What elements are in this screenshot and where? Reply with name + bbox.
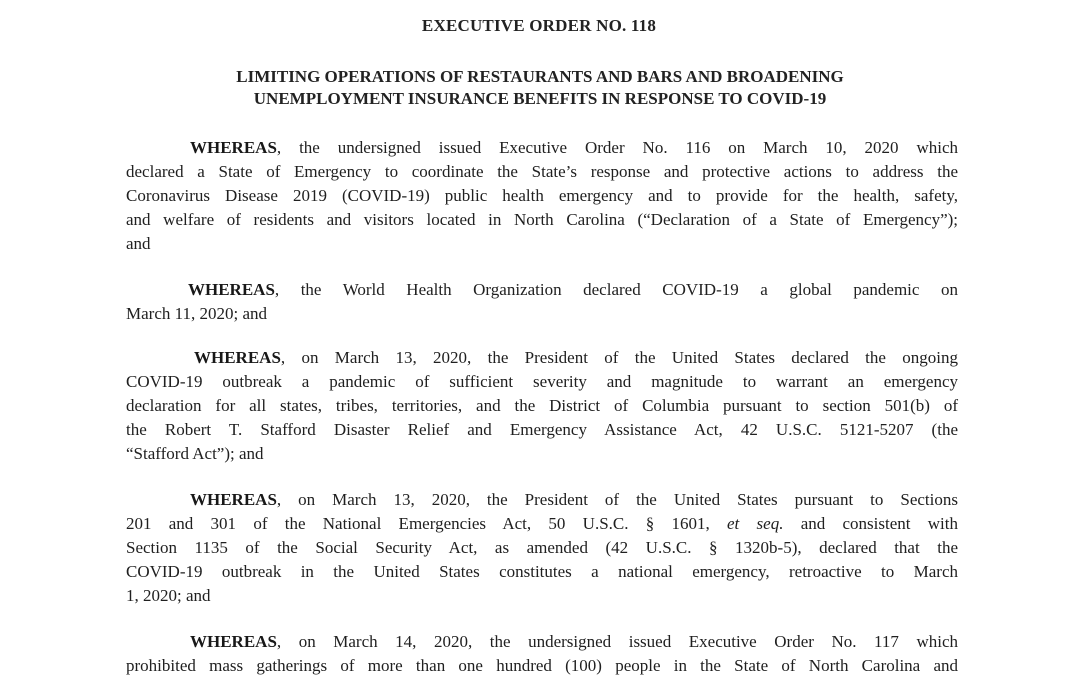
paragraph-text: , the World Health Organization declared COVID-19 a global pandemic on bbox=[274, 280, 958, 299]
paragraph-line bbox=[126, 136, 958, 160]
paragraph-text: and consistent with bbox=[783, 514, 958, 533]
paragraph-line: prohibited mass gatherings of more than one hundred (100) people in the State of North Carolina and bbox=[126, 656, 958, 675]
paragraph-line bbox=[126, 512, 958, 536]
paragraph-line: and welfare of residents and visitors located in North Carolina (“Declaration of a State of Emergency”); bbox=[126, 210, 958, 229]
paragraph-line: the Robert T. Stafford Disaster Relief and Emergency Assistance Act, 42 U.S.C. 5121-5207 (the bbox=[126, 420, 958, 439]
whereas-label: WHEREAS bbox=[188, 280, 275, 299]
paragraph-line: March 11, 2020; and bbox=[126, 304, 268, 323]
paragraph-line: COVID-19 outbreak a pandemic of sufficient severity and magnitude to warrant an emergency bbox=[126, 372, 958, 391]
paragraph-line: Section 1135 of the Social Security Act, as amended (42 U.S.C. § 1320b-5), declared that the bbox=[126, 538, 958, 557]
whereas-label: WHEREAS bbox=[194, 348, 281, 367]
whereas-label: WHEREAS bbox=[190, 490, 277, 509]
paragraph-text: , on March 13, 2020, the President of the United States declared the ongoing bbox=[280, 348, 958, 367]
paragraph-line: declaration for all states, tribes, territories, and the District of Columbia pursuant to section 501(b) of bbox=[126, 396, 958, 415]
paragraph-line bbox=[126, 278, 958, 302]
paragraph-whereas-2 bbox=[126, 278, 958, 326]
whereas-label: WHEREAS bbox=[190, 138, 277, 157]
paragraph-whereas-5 bbox=[126, 630, 958, 678]
paragraph-line bbox=[126, 630, 958, 654]
paragraph-line bbox=[126, 488, 958, 512]
paragraph-line: COVID-19 outbreak in the United States constitutes a national emergency, retroactive to March bbox=[126, 562, 958, 581]
paragraph-line bbox=[126, 346, 958, 370]
paragraph-line: 1, 2020; and bbox=[126, 586, 211, 605]
paragraph-line: “Stafford Act”); and bbox=[126, 444, 264, 463]
document-title: EXECUTIVE ORDER NO. 118 bbox=[421, 16, 657, 35]
subtitle-line-2: UNEMPLOYMENT INSURANCE BENEFITS IN RESPONSE TO COVID-19 bbox=[253, 89, 827, 108]
paragraph-whereas-1 bbox=[126, 136, 958, 256]
paragraph-text: , on March 13, 2020, the President of the United States pursuant to Sections bbox=[276, 490, 958, 509]
paragraph-line: declared a State of Emergency to coordinate the State’s response and protective actions to address the bbox=[126, 162, 958, 181]
paragraph-line: and bbox=[126, 234, 151, 253]
paragraph-text: 201 and 301 of the National Emergencies Act, 50 U.S.C. § 1601, bbox=[126, 514, 728, 533]
subtitle-line-1: LIMITING OPERATIONS OF RESTAURANTS AND BARS AND BROADENING bbox=[236, 67, 844, 86]
paragraph-text: , on March 14, 2020, the undersigned issued Executive Order No. 117 which bbox=[276, 632, 958, 651]
whereas-label: WHEREAS bbox=[190, 632, 277, 651]
paragraph-whereas-3 bbox=[126, 346, 958, 466]
italic-phrase: et seq. bbox=[727, 514, 784, 533]
paragraph-whereas-4 bbox=[126, 488, 958, 608]
document-subtitle bbox=[120, 66, 960, 110]
paragraph-text: , the undersigned issued Executive Order No. 116 on March 10, 2020 which bbox=[276, 138, 958, 157]
paragraph-line: Coronavirus Disease 2019 (COVID-19) public health emergency and to provide for the health, safety, bbox=[126, 186, 958, 205]
